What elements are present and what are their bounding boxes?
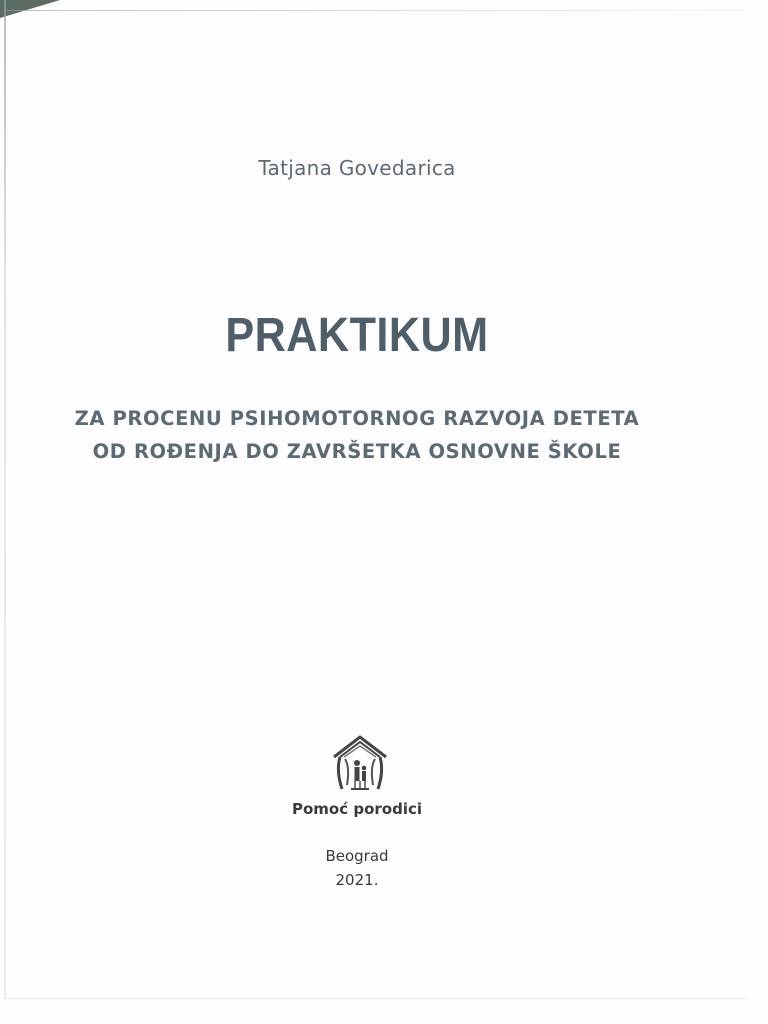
- scan-corner-mark: [0, 0, 60, 18]
- subtitle-line-1: ZA PROCENU PSIHOMOTORNOG RAZVOJA DETETA: [74, 407, 640, 430]
- publication-year: 2021.: [335, 871, 379, 889]
- subtitle-line-2: OD ROĐENJA DO ZAVRŠETKA OSNOVNE ŠKOLE: [92, 440, 622, 463]
- scan-edge-top: [6, 10, 746, 11]
- publisher-name: Pomoć porodici: [291, 800, 422, 818]
- house-family-logo-icon: [331, 733, 389, 793]
- scan-edge-bottom: [6, 998, 746, 999]
- book-title: PRAKTIKUM: [225, 309, 489, 362]
- book-subtitle: [0, 402, 714, 468]
- publication-place: Beograd: [325, 847, 389, 865]
- author-name: Tatjana Govedarica: [258, 156, 456, 180]
